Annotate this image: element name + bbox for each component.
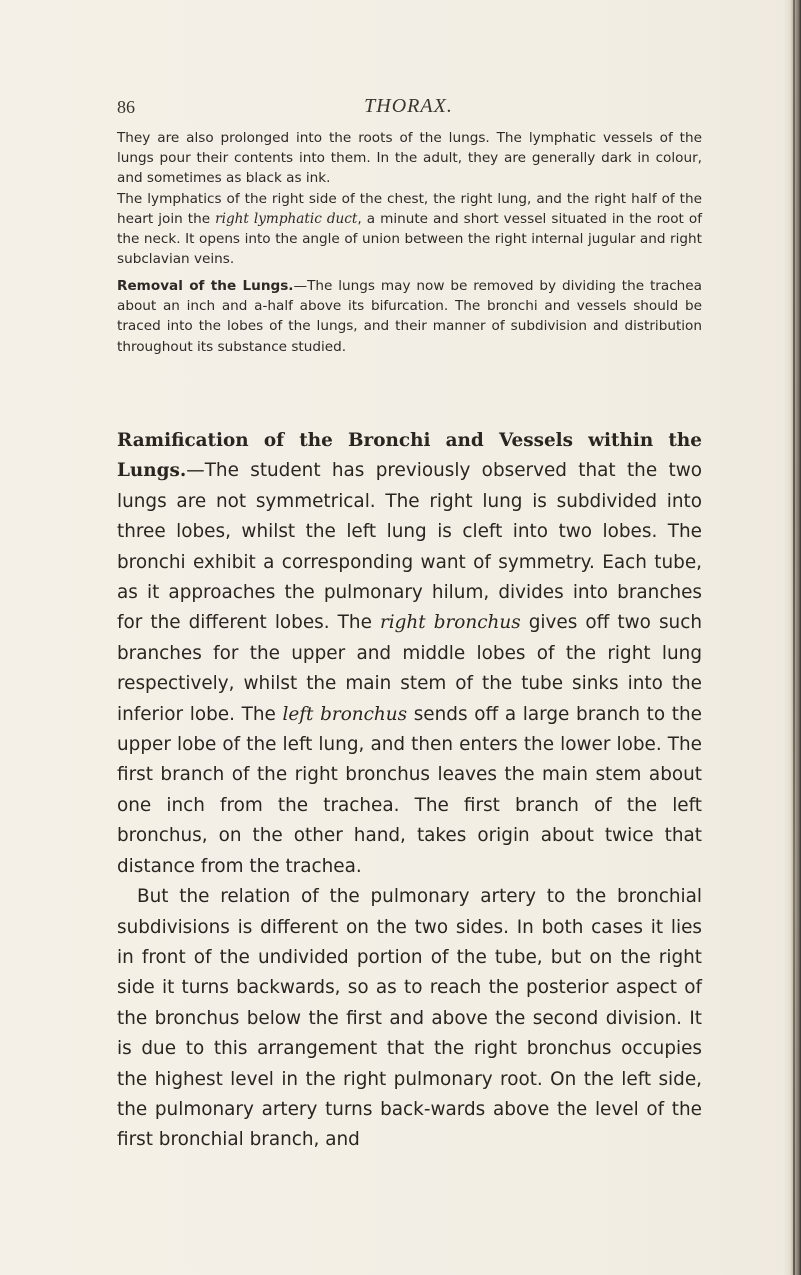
italic-term: left bronchus [282, 703, 408, 725]
italic-term: right lymphatic duct [215, 210, 358, 227]
running-head: THORAX. [364, 95, 453, 117]
paragraph-text: gives off two such branches for the upper and middle lobes of the right lung respectively, whilst the main stem of the tube sinks into the inferior lobe. The [117, 612, 702, 725]
paragraph-pulmonary-artery [117, 882, 702, 1156]
page-number: 86 [117, 97, 135, 117]
paragraph-text: But the relation of the pulmonary artery to the bronchial subdivisions is different on the two sides. In both cases it lies in front of the undivided portion of the tube, but on the right side it turns backwards, so as to reach the posterior aspect of the bronchus below the first and above the second division. It is due to this arrangement that the right bronchus occupies the highest level in the right pulmonary root. On the left side, the pulmonary artery turns back-wards above the level of the first bronchial branch, and [117, 886, 702, 1151]
lymphatics-section [117, 128, 702, 269]
paragraph-removal-of-lungs [117, 276, 702, 357]
paragraph-text: They are also prolonged into the roots of the lungs. The lymphatic vessels of the lungs pour their contents into them. In the adult, they are generally dark in colour, and sometimes as black as ink. [117, 130, 702, 187]
section-heading: Removal of the Lungs. [117, 278, 294, 294]
page-edge-line [793, 0, 795, 1275]
removal-section [117, 276, 702, 357]
ramification-section [117, 426, 702, 1156]
paragraph-lymphatic-vessels [117, 128, 702, 189]
section-heading: Ramification of the Bronchi and Vessels within the Lungs. [117, 430, 702, 482]
paragraph-text: The lymphatics of the right side of the chest, the right lung, and the right half of the heart join the [117, 190, 702, 227]
paragraph-right-lymphatic-duct [117, 189, 702, 270]
paragraph-ramification [117, 426, 702, 882]
paragraph-text: —The student has previously observed that the two lungs are not symmetrical. The right lung is subdivided into three lobes, whilst the left lung is cleft into two lobes. The bronchi exhibit a corresponding want of symmetry. Each tube, as it approaches the pulmonary hilum, divides into branches for the different lobes. The [117, 460, 702, 634]
page-edge-shadow [783, 0, 801, 1275]
paragraph-text: , a minute and short vessel situated in the root of the neck. It opens into the angle of union between the right internal jugular and right subclavian veins. [117, 210, 702, 268]
paragraph-text: —The lungs may now be removed by dividing the trachea about an inch and a-half above its bifurcation. The bronchi and vessels should be traced into the lobes of the lungs, and their manner of subdivision and distribution throughout its substance studied. [117, 278, 702, 355]
paragraph-text: sends off a large branch to the upper lobe of the left lung, and then enters the lower lobe. The first branch of the right bronchus leaves the main stem about one inch from the trachea. The first branch of the left bronchus, on the other hand, takes origin about twice that distance from the trachea. [117, 703, 702, 877]
italic-term: right bronchus [379, 612, 521, 634]
